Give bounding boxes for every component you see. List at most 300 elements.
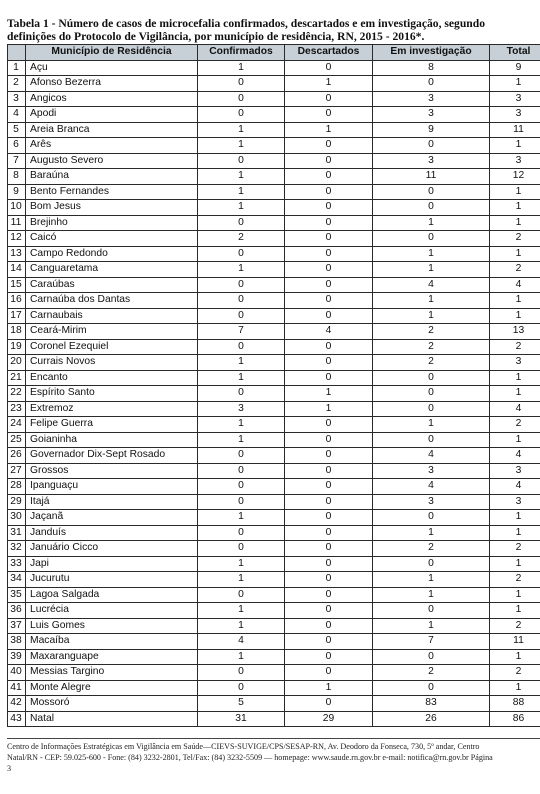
discarded-count: 0 — [285, 184, 373, 200]
total-count: 12 — [490, 169, 540, 185]
confirmed-count: 1 — [198, 603, 285, 619]
municipality-name: Natal — [26, 711, 198, 727]
municipality-name: Bento Fernandes — [26, 184, 198, 200]
total-count: 1 — [490, 76, 540, 92]
confirmed-count: 1 — [198, 262, 285, 278]
investigation-count: 8 — [373, 60, 490, 76]
municipality-name: Espírito Santo — [26, 386, 198, 402]
total-count: 1 — [490, 649, 540, 665]
confirmed-count: 0 — [198, 107, 285, 123]
municipality-name: Monte Alegre — [26, 680, 198, 696]
row-index: 6 — [8, 138, 26, 154]
table-body — [8, 60, 540, 727]
discarded-count: 0 — [285, 665, 373, 681]
municipality-name: Extremoz — [26, 401, 198, 417]
municipality-name: Goianinha — [26, 432, 198, 448]
investigation-count: 83 — [373, 696, 490, 712]
discarded-count: 0 — [285, 355, 373, 371]
row-index: 27 — [8, 463, 26, 479]
total-count: 2 — [490, 572, 540, 588]
municipality-name: Brejinho — [26, 215, 198, 231]
table-row — [8, 649, 540, 665]
row-index: 8 — [8, 169, 26, 185]
total-count: 11 — [490, 122, 540, 138]
investigation-count: 3 — [373, 153, 490, 169]
confirmed-count: 0 — [198, 277, 285, 293]
table-row — [8, 541, 540, 557]
row-index: 33 — [8, 556, 26, 572]
header-discarded: Descartados — [285, 45, 373, 61]
total-count: 4 — [490, 479, 540, 495]
discarded-count: 0 — [285, 572, 373, 588]
total-count: 3 — [490, 463, 540, 479]
investigation-count: 1 — [373, 587, 490, 603]
total-count: 1 — [490, 432, 540, 448]
confirmed-count: 5 — [198, 696, 285, 712]
table-title-line-2: definições do Protocolo de Vigilância, por município de residência, RN, 2015 - 2016*. — [7, 30, 425, 43]
discarded-count: 0 — [285, 339, 373, 355]
discarded-count: 0 — [285, 463, 373, 479]
investigation-count: 0 — [373, 386, 490, 402]
discarded-count: 1 — [285, 386, 373, 402]
municipality-name: Itajá — [26, 494, 198, 510]
table-row — [8, 184, 540, 200]
investigation-count: 3 — [373, 494, 490, 510]
investigation-count: 1 — [373, 618, 490, 634]
row-index: 19 — [8, 339, 26, 355]
total-count: 86 — [490, 711, 540, 727]
discarded-count: 0 — [285, 649, 373, 665]
investigation-count: 1 — [373, 262, 490, 278]
table-row — [8, 107, 540, 123]
total-count: 3 — [490, 494, 540, 510]
investigation-count: 0 — [373, 200, 490, 216]
total-count: 2 — [490, 665, 540, 681]
confirmed-count: 0 — [198, 479, 285, 495]
row-index: 42 — [8, 696, 26, 712]
investigation-count: 0 — [373, 556, 490, 572]
total-count: 4 — [490, 401, 540, 417]
confirmed-count: 1 — [198, 138, 285, 154]
investigation-count: 11 — [373, 169, 490, 185]
row-index: 24 — [8, 417, 26, 433]
confirmed-count: 7 — [198, 324, 285, 340]
investigation-count: 1 — [373, 293, 490, 309]
discarded-count: 0 — [285, 448, 373, 464]
confirmed-count: 0 — [198, 91, 285, 107]
table-row — [8, 510, 540, 526]
table-row — [8, 479, 540, 495]
confirmed-count: 0 — [198, 680, 285, 696]
table-row — [8, 448, 540, 464]
investigation-count: 0 — [373, 76, 490, 92]
confirmed-count: 1 — [198, 200, 285, 216]
total-count: 1 — [490, 680, 540, 696]
confirmed-count: 0 — [198, 665, 285, 681]
row-index: 22 — [8, 386, 26, 402]
table-row — [8, 525, 540, 541]
confirmed-count: 3 — [198, 401, 285, 417]
municipality-name: Macaíba — [26, 634, 198, 650]
header-total: Total — [490, 45, 540, 61]
table-row — [8, 401, 540, 417]
municipality-name: Governador Dix-Sept Rosado — [26, 448, 198, 464]
discarded-count: 0 — [285, 525, 373, 541]
investigation-count: 0 — [373, 184, 490, 200]
investigation-count: 0 — [373, 603, 490, 619]
municipality-name: Encanto — [26, 370, 198, 386]
discarded-count: 0 — [285, 277, 373, 293]
table-row — [8, 339, 540, 355]
table-row — [8, 370, 540, 386]
investigation-count: 2 — [373, 541, 490, 557]
total-count: 2 — [490, 339, 540, 355]
total-count: 1 — [490, 246, 540, 262]
confirmed-count: 1 — [198, 417, 285, 433]
discarded-count: 0 — [285, 60, 373, 76]
total-count: 1 — [490, 184, 540, 200]
table-row — [8, 153, 540, 169]
table-row — [8, 417, 540, 433]
investigation-count: 1 — [373, 417, 490, 433]
confirmed-count: 1 — [198, 556, 285, 572]
municipality-name: Canguaretama — [26, 262, 198, 278]
discarded-count: 0 — [285, 541, 373, 557]
table-row — [8, 122, 540, 138]
municipality-name: Caicó — [26, 231, 198, 247]
discarded-count: 0 — [285, 231, 373, 247]
discarded-count: 1 — [285, 122, 373, 138]
table-title — [7, 17, 540, 43]
confirmed-count: 0 — [198, 541, 285, 557]
discarded-count: 0 — [285, 153, 373, 169]
discarded-count: 0 — [285, 479, 373, 495]
total-count: 1 — [490, 587, 540, 603]
row-index: 35 — [8, 587, 26, 603]
table-row — [8, 246, 540, 262]
page-footer — [7, 741, 540, 774]
row-index: 31 — [8, 525, 26, 541]
footer-line-2: Natal/RN - CEP: 59.025-600 - Fone: (84) 3232-2801, Tel/Fax: (84) 3232-5509 — homepage: www.saude.rn.gov.br e-mail: notifica@rn.gov.br Página — [7, 753, 493, 762]
discarded-count: 0 — [285, 138, 373, 154]
discarded-count: 1 — [285, 76, 373, 92]
municipality-name: Apodi — [26, 107, 198, 123]
row-index: 12 — [8, 231, 26, 247]
discarded-count: 0 — [285, 510, 373, 526]
investigation-count: 1 — [373, 215, 490, 231]
discarded-count: 0 — [285, 587, 373, 603]
confirmed-count: 1 — [198, 60, 285, 76]
investigation-count: 9 — [373, 122, 490, 138]
footer-page-number: 3 — [7, 764, 12, 773]
total-count: 2 — [490, 541, 540, 557]
municipality-name: Angicos — [26, 91, 198, 107]
discarded-count: 1 — [285, 401, 373, 417]
discarded-count: 0 — [285, 200, 373, 216]
row-index: 34 — [8, 572, 26, 588]
row-index: 17 — [8, 308, 26, 324]
investigation-count: 2 — [373, 339, 490, 355]
total-count: 1 — [490, 386, 540, 402]
discarded-count: 0 — [285, 169, 373, 185]
total-count: 1 — [490, 293, 540, 309]
row-index: 14 — [8, 262, 26, 278]
total-count: 1 — [490, 200, 540, 216]
confirmed-count: 1 — [198, 169, 285, 185]
table-row — [8, 432, 540, 448]
total-count: 1 — [490, 510, 540, 526]
table-row — [8, 60, 540, 76]
investigation-count: 4 — [373, 479, 490, 495]
total-count: 1 — [490, 525, 540, 541]
table-row — [8, 665, 540, 681]
total-count: 4 — [490, 277, 540, 293]
total-count: 3 — [490, 91, 540, 107]
confirmed-count: 1 — [198, 432, 285, 448]
total-count: 1 — [490, 138, 540, 154]
total-count: 4 — [490, 448, 540, 464]
row-index: 30 — [8, 510, 26, 526]
total-count: 9 — [490, 60, 540, 76]
table-row — [8, 308, 540, 324]
table-row — [8, 587, 540, 603]
total-count: 3 — [490, 107, 540, 123]
discarded-count: 0 — [285, 696, 373, 712]
discarded-count: 4 — [285, 324, 373, 340]
row-index: 1 — [8, 60, 26, 76]
municipality-name: Maxaranguape — [26, 649, 198, 665]
total-count: 2 — [490, 262, 540, 278]
header-index — [8, 45, 26, 61]
discarded-count: 0 — [285, 107, 373, 123]
row-index: 23 — [8, 401, 26, 417]
confirmed-count: 0 — [198, 153, 285, 169]
row-index: 9 — [8, 184, 26, 200]
footer-divider — [7, 738, 540, 739]
confirmed-count: 0 — [198, 293, 285, 309]
discarded-count: 0 — [285, 417, 373, 433]
table-row — [8, 215, 540, 231]
municipality-name: Ipanguaçu — [26, 479, 198, 495]
municipality-name: Afonso Bezerra — [26, 76, 198, 92]
total-count: 11 — [490, 634, 540, 650]
discarded-count: 0 — [285, 308, 373, 324]
total-count: 1 — [490, 370, 540, 386]
total-count: 13 — [490, 324, 540, 340]
municipality-name: Baraúna — [26, 169, 198, 185]
table-row — [8, 603, 540, 619]
table-row — [8, 169, 540, 185]
confirmed-count: 31 — [198, 711, 285, 727]
discarded-count: 0 — [285, 556, 373, 572]
row-index: 3 — [8, 91, 26, 107]
investigation-count: 0 — [373, 231, 490, 247]
table-row — [8, 494, 540, 510]
table-row — [8, 277, 540, 293]
total-count: 1 — [490, 603, 540, 619]
table-row — [8, 680, 540, 696]
confirmed-count: 1 — [198, 184, 285, 200]
investigation-count: 1 — [373, 308, 490, 324]
investigation-count: 26 — [373, 711, 490, 727]
municipality-name: Areia Branca — [26, 122, 198, 138]
discarded-count: 0 — [285, 370, 373, 386]
total-count: 3 — [490, 153, 540, 169]
municipality-name: Japi — [26, 556, 198, 572]
microcephaly-cases-table — [7, 44, 540, 727]
investigation-count: 3 — [373, 463, 490, 479]
row-index: 21 — [8, 370, 26, 386]
confirmed-count: 0 — [198, 76, 285, 92]
investigation-count: 7 — [373, 634, 490, 650]
table-row — [8, 262, 540, 278]
total-count: 3 — [490, 355, 540, 371]
total-count: 2 — [490, 231, 540, 247]
confirmed-count: 0 — [198, 215, 285, 231]
table-title-line-1: Tabela 1 - Número de casos de microcefalia confirmados, descartados e em investigação, segundo — [7, 17, 485, 30]
discarded-count: 0 — [285, 91, 373, 107]
investigation-count: 1 — [373, 246, 490, 262]
table-row — [8, 355, 540, 371]
municipality-name: Januário Cicco — [26, 541, 198, 557]
confirmed-count: 0 — [198, 246, 285, 262]
confirmed-count: 0 — [198, 386, 285, 402]
row-index: 28 — [8, 479, 26, 495]
discarded-count: 1 — [285, 680, 373, 696]
table-row — [8, 556, 540, 572]
municipality-name: Coronel Ezequiel — [26, 339, 198, 355]
investigation-count: 1 — [373, 525, 490, 541]
investigation-count: 4 — [373, 277, 490, 293]
row-index: 5 — [8, 122, 26, 138]
confirmed-count: 0 — [198, 448, 285, 464]
investigation-count: 0 — [373, 138, 490, 154]
investigation-count: 1 — [373, 572, 490, 588]
table-row — [8, 324, 540, 340]
header-under-investigation: Em investigação — [373, 45, 490, 61]
confirmed-count: 1 — [198, 355, 285, 371]
table-row — [8, 618, 540, 634]
confirmed-count: 2 — [198, 231, 285, 247]
discarded-count: 29 — [285, 711, 373, 727]
investigation-count: 0 — [373, 510, 490, 526]
row-index: 43 — [8, 711, 26, 727]
confirmed-count: 0 — [198, 339, 285, 355]
total-count: 2 — [490, 417, 540, 433]
discarded-count: 0 — [285, 293, 373, 309]
discarded-count: 0 — [285, 262, 373, 278]
table-row — [8, 293, 540, 309]
row-index: 18 — [8, 324, 26, 340]
investigation-count: 3 — [373, 107, 490, 123]
municipality-name: Currais Novos — [26, 355, 198, 371]
row-index: 7 — [8, 153, 26, 169]
confirmed-count: 4 — [198, 634, 285, 650]
total-count: 1 — [490, 556, 540, 572]
confirmed-count: 0 — [198, 587, 285, 603]
row-index: 41 — [8, 680, 26, 696]
municipality-name: Lucrécia — [26, 603, 198, 619]
municipality-name: Ceará-Mirim — [26, 324, 198, 340]
municipality-name: Jaçanã — [26, 510, 198, 526]
investigation-count: 2 — [373, 665, 490, 681]
municipality-name: Açu — [26, 60, 198, 76]
row-index: 4 — [8, 107, 26, 123]
row-index: 11 — [8, 215, 26, 231]
confirmed-count: 1 — [198, 618, 285, 634]
investigation-count: 0 — [373, 432, 490, 448]
footer-line-1: Centro de Informações Estratégicas em Vigilância em Saúde—CIEVS-SUVIGE/CPS/SESAP-RN, Av. Deodoro da Fonseca, 730, 5º andar, Centro — [7, 742, 480, 751]
row-index: 26 — [8, 448, 26, 464]
row-index: 20 — [8, 355, 26, 371]
confirmed-count: 1 — [198, 370, 285, 386]
discarded-count: 0 — [285, 215, 373, 231]
row-index: 37 — [8, 618, 26, 634]
municipality-name: Augusto Severo — [26, 153, 198, 169]
row-index: 15 — [8, 277, 26, 293]
confirmed-count: 0 — [198, 494, 285, 510]
row-index: 40 — [8, 665, 26, 681]
row-index: 13 — [8, 246, 26, 262]
table-row — [8, 463, 540, 479]
municipality-name: Jucurutu — [26, 572, 198, 588]
row-index: 2 — [8, 76, 26, 92]
municipality-name: Caraúbas — [26, 277, 198, 293]
investigation-count: 3 — [373, 91, 490, 107]
investigation-count: 0 — [373, 649, 490, 665]
row-index: 25 — [8, 432, 26, 448]
confirmed-count: 0 — [198, 308, 285, 324]
investigation-count: 2 — [373, 355, 490, 371]
municipality-name: Mossoró — [26, 696, 198, 712]
table-header-row — [8, 45, 540, 61]
investigation-count: 0 — [373, 370, 490, 386]
table-row — [8, 91, 540, 107]
investigation-count: 0 — [373, 401, 490, 417]
confirmed-count: 0 — [198, 525, 285, 541]
municipality-name: Luis Gomes — [26, 618, 198, 634]
header-confirmed: Confirmados — [198, 45, 285, 61]
table-row — [8, 711, 540, 727]
header-municipality: Município de Residência — [26, 45, 198, 61]
row-index: 10 — [8, 200, 26, 216]
total-count: 2 — [490, 618, 540, 634]
discarded-count: 0 — [285, 432, 373, 448]
row-index: 32 — [8, 541, 26, 557]
total-count: 1 — [490, 308, 540, 324]
row-index: 36 — [8, 603, 26, 619]
municipality-name: Campo Redondo — [26, 246, 198, 262]
row-index: 29 — [8, 494, 26, 510]
table-row — [8, 200, 540, 216]
municipality-name: Janduís — [26, 525, 198, 541]
discarded-count: 0 — [285, 494, 373, 510]
table-row — [8, 76, 540, 92]
table-row — [8, 696, 540, 712]
discarded-count: 0 — [285, 603, 373, 619]
table-row — [8, 138, 540, 154]
table-row — [8, 634, 540, 650]
municipality-name: Grossos — [26, 463, 198, 479]
discarded-count: 0 — [285, 246, 373, 262]
municipality-name: Messias Targino — [26, 665, 198, 681]
discarded-count: 0 — [285, 634, 373, 650]
investigation-count: 2 — [373, 324, 490, 340]
municipality-name: Bom Jesus — [26, 200, 198, 216]
row-index: 38 — [8, 634, 26, 650]
table-row — [8, 572, 540, 588]
table-row — [8, 231, 540, 247]
